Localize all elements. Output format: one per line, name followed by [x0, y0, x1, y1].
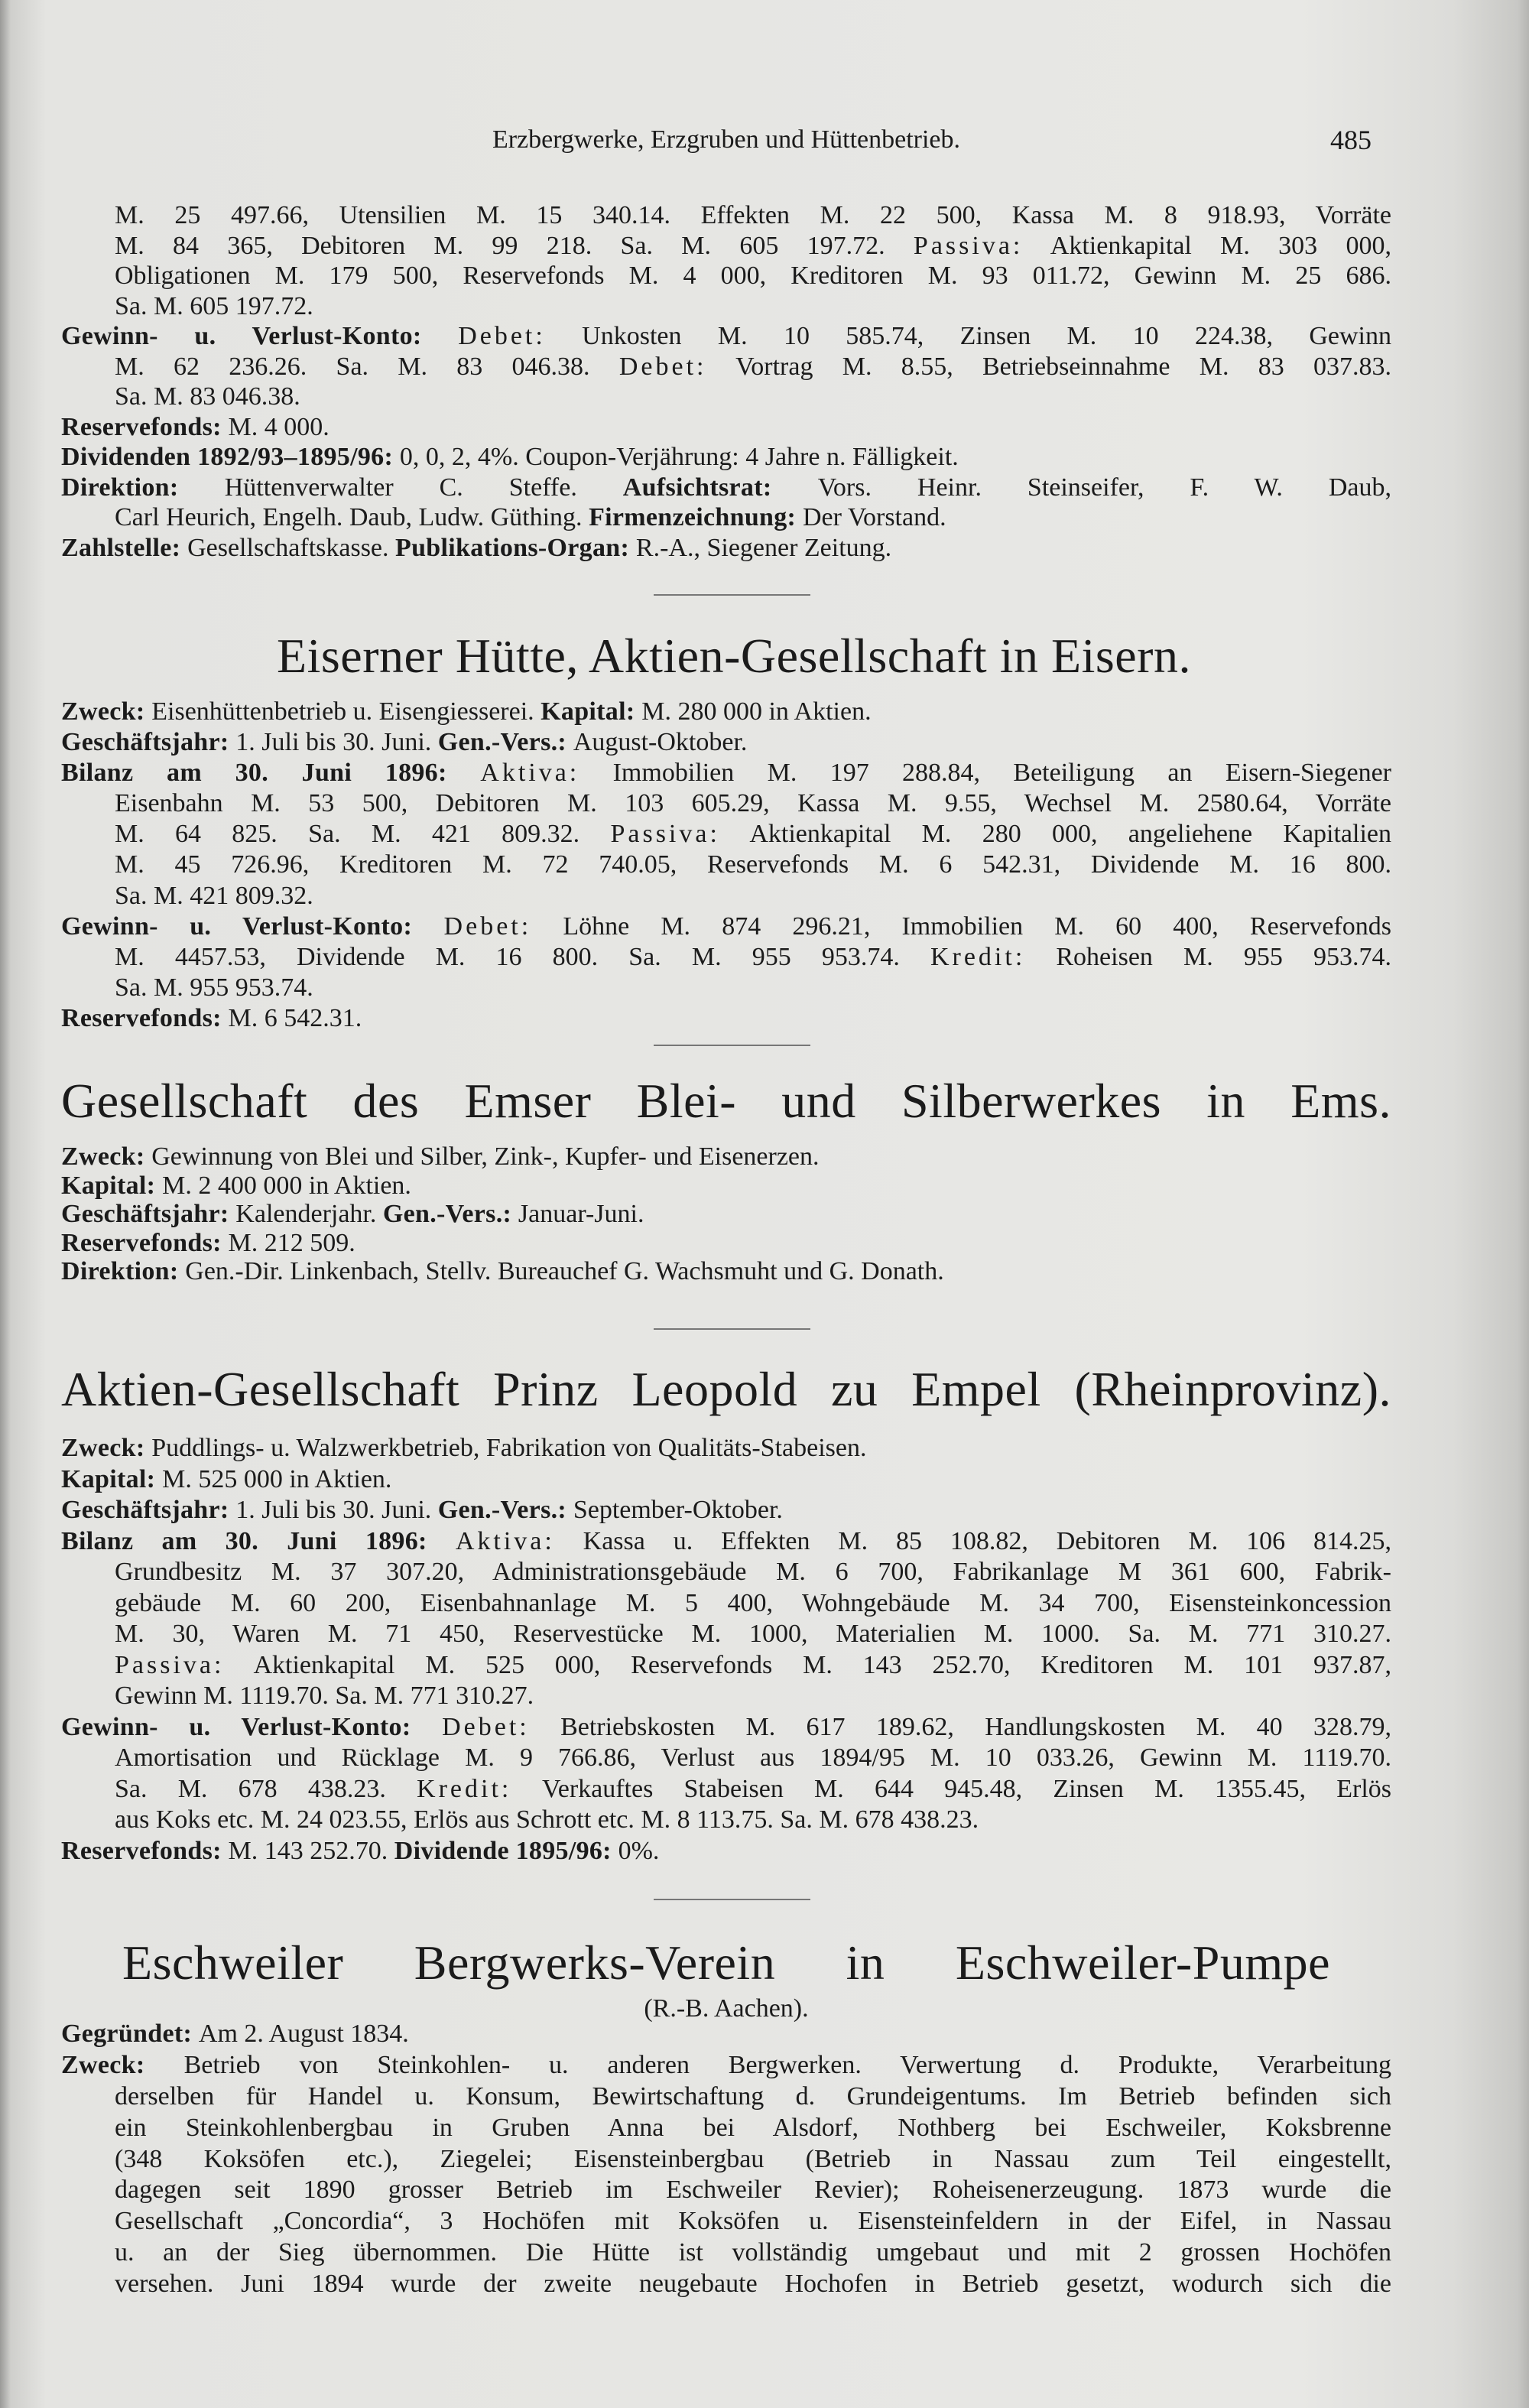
field-text: M. 25 497.66, Utensilien M. 15 340.14. Effekten M. 22 500, Kassa M. 8 918.93, Vorräte — [115, 201, 1391, 229]
field-text: M. 64 825. Sa. M. 421 809.32. — [115, 820, 611, 849]
text-line — [61, 321, 1391, 352]
section-divider — [654, 1899, 810, 1900]
field-text: 0%. — [618, 1836, 660, 1865]
running-header: Erzbergwerke, Erzgruben und Hüttenbetrieb. — [492, 125, 961, 154]
field-text: Der Vorstand. — [802, 503, 946, 531]
text-line — [61, 1433, 1391, 1464]
text-line — [61, 2144, 1391, 2176]
field-text: M. 45 726.96, Kreditoren M. 72 740.05, Reservefonds M. 6 542.31, Dividende M. 16 800. — [115, 850, 1391, 879]
field-label: Gen.-Vers.: — [437, 728, 573, 757]
field-text: M. 62 236.26. Sa. M. 83 046.38. — [115, 352, 619, 381]
field-text: M. 212 509. — [228, 1228, 355, 1257]
field-text: 1. Juli bis 30. Juni. — [235, 1496, 438, 1524]
text-line — [61, 1557, 1391, 1588]
text-line — [61, 533, 1391, 564]
field-text: M. 4457.53, Dividende M. 16 800. Sa. M. 955 953.74. — [115, 942, 930, 971]
field-text: M. 280 000 in Aktien. — [641, 697, 872, 726]
text-line — [61, 2050, 1391, 2081]
field-text: Aktienkapital M. 280 000, angeliehene Kapitalien — [719, 820, 1391, 849]
field-label: Direktion: — [61, 1257, 186, 1285]
ledger-heading: Debet: — [618, 352, 707, 381]
field-label: Kapital: — [61, 1171, 163, 1200]
field-text: Betrieb von Steinkohlen- u. anderen Bergwerken. Verwertung d. Produkte, Verarbeitung — [183, 2050, 1391, 2079]
text-line — [61, 727, 1391, 758]
field-label: Reservefonds: — [61, 412, 229, 441]
text-line — [61, 1172, 1391, 1201]
ledger-heading: Kredit: — [417, 1774, 512, 1803]
text-line — [61, 291, 1391, 322]
field-text: u. an der Sieg übernommen. Die Hütte ist vollständig umgebaut und mit 2 grossen Hochöfen — [115, 2238, 1391, 2267]
field-text: R.-A., Siegener Zeitung. — [635, 533, 892, 562]
field-text: Am 2. August 1834. — [198, 2020, 409, 2048]
company-subtitle: (R.-B. Aachen). — [644, 1994, 809, 2023]
field-text: M. 143 252.70. — [228, 1836, 394, 1865]
field-label: Gen.-Vers.: — [382, 1200, 518, 1228]
text-line — [61, 1805, 1391, 1836]
field-text: M. 6 542.31. — [228, 1003, 362, 1032]
text-line — [61, 2113, 1391, 2144]
field-text: 0, 0, 2, 4%. Coupon-Verjährung: 4 Jahre n. Fälligkeit. — [399, 443, 959, 471]
field-text: Gen.-Dir. Linkenbach, Stellv. Bureauchef G. Wachsmuht und G. Donath. — [185, 1257, 944, 1285]
field-text: September-Oktober. — [573, 1496, 783, 1524]
text-line — [61, 352, 1391, 382]
field-text: aus Koks etc. M. 24 023.55, Erlös aus Schrott etc. M. 8 113.75. Sa. M. 678 438.23. — [115, 1805, 979, 1834]
text-line — [61, 231, 1391, 262]
text-line — [61, 1619, 1391, 1650]
ledger-heading: Passiva: — [115, 1650, 225, 1679]
text-line — [61, 1743, 1391, 1774]
field-label: Zweck: — [61, 2050, 184, 2079]
text-line — [61, 1836, 1391, 1867]
field-label: Direktion: — [61, 473, 225, 502]
company-title: Gesellschaft des Emser Blei- und Silberwerkes in Ems. — [61, 1074, 1391, 1128]
field-text: Verkauftes Stabeisen M. 644 945.48, Zinsen M. 1355.45, Erlös — [511, 1774, 1391, 1803]
field-text: Eisenhüttenbetrieb u. Eisengiesserei. — [151, 697, 541, 726]
text-line — [61, 942, 1391, 973]
field-text: versehen. Juni 1894 wurde der zweite neugebaute Hochofen in Betrieb gesetzt, wodurch sich die — [115, 2270, 1391, 2299]
field-text: August-Oktober. — [573, 728, 748, 757]
field-text: Carl Heurich, Engelh. Daub, Ludw. Güthing. — [115, 503, 589, 531]
text-line — [61, 1003, 1391, 1034]
field-label: Firmenzeichnung: — [589, 503, 803, 531]
ledger-heading: Aktiva: — [480, 759, 580, 788]
text-line — [61, 2175, 1391, 2206]
field-text: M. 84 365, Debitoren M. 99 218. Sa. M. 605 197.72. — [115, 231, 914, 260]
field-label: Geschäftsjahr: — [61, 1200, 236, 1228]
text-line — [61, 1712, 1391, 1743]
text-line — [61, 788, 1391, 819]
field-text: Grundbesitz M. 37 307.20, Administrationsgebäude M. 6 700, Fabrikanlage M 361 600, Fabrik- — [115, 1558, 1391, 1586]
field-label: Gewinn- u. Verlust-Konto: — [61, 912, 444, 941]
field-text: Aktienkapital M. 525 000, Reservefonds M. 143 252.70, Kreditoren M. 101 937.87, — [224, 1650, 1391, 1679]
section-divider — [654, 594, 810, 596]
field-text: (348 Koksöfen etc.), Ziegelei; Eisensteinbergbau (Betrieb in Nassau zum Teil eingestellt, — [115, 2144, 1391, 2173]
field-text: Vortrag M. 8.55, Betriebseinnahme M. 83 037.83. — [706, 352, 1391, 381]
field-label: Zahlstelle: — [61, 533, 188, 562]
field-text: Hüttenverwalter C. Steffe. — [224, 473, 623, 502]
ledger-heading: Debet: — [443, 912, 532, 941]
entry-body — [61, 2019, 1391, 2300]
field-text: Betriebskosten M. 617 189.62, Handlungskosten M. 40 328.79, — [529, 1712, 1391, 1741]
field-label: Bilanz am 30. Juni 1896: — [61, 759, 481, 788]
text-line — [61, 973, 1391, 1003]
field-text: Gesellschaft „Concordia“, 3 Hochöfen mit Koksöfen u. Eisensteinfeldern in der Eifel, in Nassau — [115, 2207, 1391, 2236]
field-text: Sa. M. 955 953.74. — [115, 973, 313, 1002]
field-text: Gewinn M. 1119.70. Sa. M. 771 310.27. — [115, 1682, 534, 1710]
company-title: Eiserner Hütte, Aktien-Gesellschaft in Eisern. — [277, 629, 1191, 683]
field-text: Immobilien M. 197 288.84, Beteiligung an Eisern-Siegener — [579, 759, 1391, 788]
field-text: Vors. Heinr. Steinseifer, F. W. Daub, — [817, 473, 1391, 502]
field-text: ein Steinkohlenbergbau in Gruben Anna bei Alsdorf, Nothberg bei Eschweiler, Koksbrenne — [115, 2113, 1391, 2142]
field-label: Zweck: — [61, 697, 152, 726]
field-text: M. 4 000. — [228, 412, 329, 441]
section-divider — [654, 1045, 810, 1046]
field-text: Amortisation und Rücklage M. 9 766.86, Verlust aus 1894/95 M. 10 033.26, Gewinn M. 1119.70. — [115, 1743, 1391, 1772]
field-label: Reservefonds: — [61, 1228, 229, 1257]
field-text: Januar-Juni. — [518, 1200, 644, 1228]
text-line — [61, 1681, 1391, 1712]
section-divider — [654, 1328, 810, 1330]
field-label: Bilanz am 30. Juni 1896: — [61, 1526, 456, 1555]
company-title: Aktien-Gesellschaft Prinz Leopold zu Empel (Rheinprovinz). — [61, 1362, 1391, 1416]
text-line — [61, 2081, 1391, 2113]
field-label: Zweck: — [61, 1142, 152, 1171]
field-text: dagegen seit 1890 grosser Betrieb im Eschweiler Revier); Roheisenerzeugung. 1873 wurde die — [115, 2176, 1391, 2205]
field-label: Dividende 1895/96: — [394, 1836, 618, 1865]
field-label: Gegründet: — [61, 2020, 199, 2048]
field-text: 1. Juli bis 30. Juni. — [235, 728, 438, 757]
text-line — [61, 758, 1391, 788]
ledger-heading: Debet: — [458, 322, 546, 350]
field-label: Gen.-Vers.: — [437, 1496, 573, 1524]
text-line — [61, 1526, 1391, 1558]
text-line — [61, 261, 1391, 291]
text-line — [61, 1650, 1391, 1682]
field-label: Reservefonds: — [61, 1003, 229, 1032]
text-line — [61, 2019, 1391, 2050]
ledger-heading: Passiva: — [610, 820, 720, 849]
field-text: M. 30, Waren M. 71 450, Reservestücke M. 1000, Materialien M. 1000. Sa. M. 771 310.27. — [115, 1620, 1391, 1648]
text-line — [61, 1142, 1391, 1172]
field-text: derselben für Handel u. Konsum, Bewirtschaftung d. Grundeigentums. Im Betrieb befinden sich — [115, 2081, 1391, 2111]
field-text: Kalenderjahr. — [235, 1200, 383, 1228]
field-text: M. 2 400 000 in Aktien. — [162, 1171, 411, 1200]
field-text: gebäude M. 60 200, Eisenbahnanlage M. 5 400, Wohngebäude M. 34 700, Eisensteinkoncession — [115, 1588, 1391, 1617]
text-line — [61, 442, 1391, 473]
field-label: Publikations-Organ: — [395, 533, 636, 562]
text-line — [61, 2206, 1391, 2237]
text-line — [61, 1588, 1391, 1620]
field-text: Roheisen M. 955 953.74. — [1025, 942, 1391, 971]
text-line — [61, 502, 1391, 533]
field-text: Unkosten M. 10 585.74, Zinsen M. 10 224.38, Gewinn — [545, 322, 1391, 350]
field-text: Sa. M. 605 197.72. — [115, 291, 313, 320]
field-text: Gesellschaftskasse. — [187, 533, 396, 562]
field-text: Löhne M. 874 296.21, Immobilien M. 60 400, Reservefonds — [531, 912, 1391, 941]
text-line — [61, 1257, 1391, 1286]
ledger-heading: Aktiva: — [455, 1526, 555, 1555]
text-line — [61, 1229, 1391, 1258]
text-line — [61, 881, 1391, 912]
field-text: Gewinnung von Blei und Silber, Zink-, Kupfer- und Eisenerzen. — [151, 1142, 820, 1171]
text-line — [61, 912, 1391, 942]
text-line — [61, 2237, 1391, 2269]
field-label: Gewinn- u. Verlust-Konto: — [61, 322, 459, 350]
field-text: Sa. M. 421 809.32. — [115, 881, 313, 910]
field-text: Sa. M. 678 438.23. — [115, 1774, 417, 1803]
field-text: Kassa u. Effekten M. 85 108.82, Debitoren M. 106 814.25, — [554, 1526, 1391, 1555]
text-line — [61, 1495, 1391, 1526]
company-title: Eschweiler Bergwerks-Verein in Eschweiler-Pumpe — [122, 1935, 1330, 1990]
text-line — [61, 850, 1391, 880]
text-line — [61, 1464, 1391, 1496]
ledger-heading: Debet: — [442, 1712, 530, 1741]
field-label: Aufsichtsrat: — [622, 473, 818, 502]
field-label: Kapital: — [541, 697, 642, 726]
ledger-heading: Passiva: — [913, 231, 1024, 260]
field-text: Obligationen M. 179 500, Reservefonds M. 4 000, Kreditoren M. 93 011.72, Gewinn M. 25 686. — [115, 262, 1391, 290]
text-line — [61, 382, 1391, 412]
field-text: Aktienkapital M. 303 000, — [1023, 231, 1391, 260]
text-line — [61, 412, 1391, 443]
field-label: Gewinn- u. Verlust-Konto: — [61, 1712, 443, 1741]
ledger-heading: Kredit: — [930, 942, 1026, 971]
entry-body — [61, 1433, 1391, 1867]
entry-body — [61, 697, 1391, 1034]
text-line — [61, 1774, 1391, 1805]
field-label: Reservefonds: — [61, 1836, 229, 1865]
text-line — [61, 473, 1391, 503]
field-text: Puddlings- u. Walzwerkbetrieb, Fabrikation von Qualitäts-Stabeisen. — [151, 1434, 867, 1462]
text-line — [61, 1200, 1391, 1229]
field-text: Eisenbahn M. 53 500, Debitoren M. 103 605.29, Kassa M. 9.55, Wechsel M. 2580.64, Vorräte — [115, 789, 1391, 818]
field-label: Zweck: — [61, 1434, 152, 1462]
field-label: Geschäftsjahr: — [61, 728, 236, 757]
entry-body — [61, 200, 1391, 563]
text-line — [61, 697, 1391, 727]
field-text: M. 525 000 in Aktien. — [162, 1464, 392, 1493]
field-text: Sa. M. 83 046.38. — [115, 382, 300, 411]
text-line — [61, 2269, 1391, 2300]
text-line — [61, 200, 1391, 231]
field-label: Geschäftsjahr: — [61, 1496, 236, 1524]
field-label: Dividenden 1892/93–1895/96: — [61, 443, 400, 471]
entry-body — [61, 1142, 1391, 1286]
field-label: Kapital: — [61, 1464, 163, 1493]
text-line — [61, 819, 1391, 850]
page-number: 485 — [1330, 125, 1372, 155]
